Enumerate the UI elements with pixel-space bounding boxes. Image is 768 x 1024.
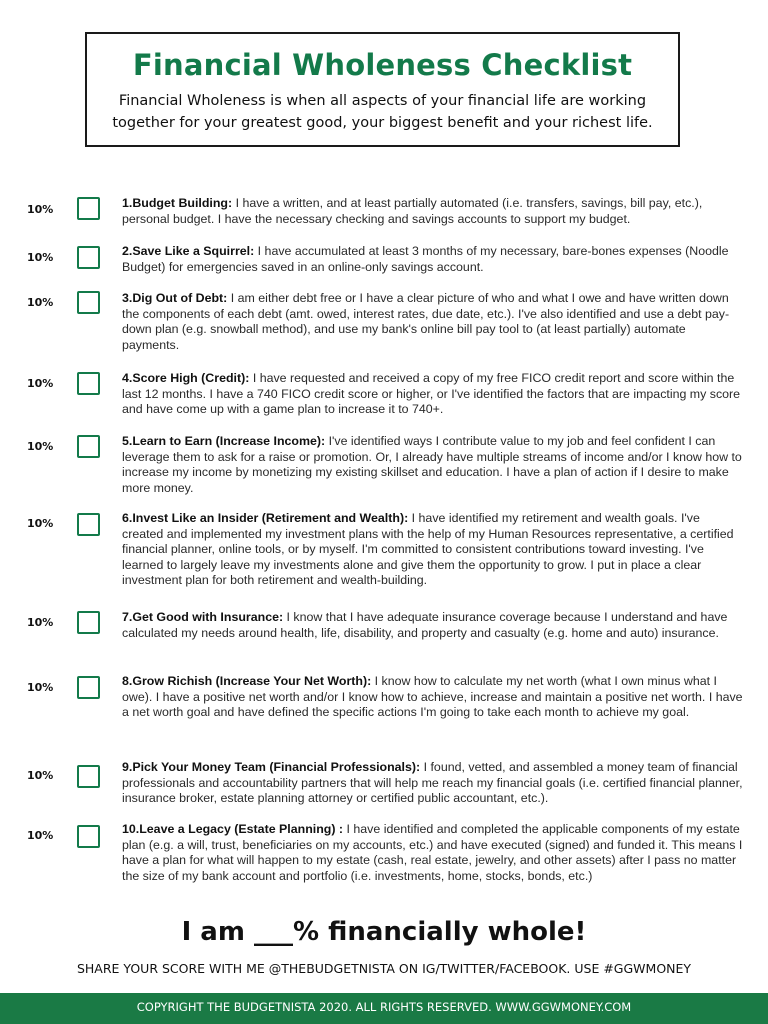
item-title: 1.Budget Building:	[122, 196, 233, 210]
checkbox[interactable]	[77, 611, 100, 634]
checkbox[interactable]	[77, 372, 100, 395]
item-percent: 10%	[27, 517, 54, 530]
item-percent: 10%	[27, 251, 54, 264]
item-text	[122, 511, 744, 589]
checkbox[interactable]	[77, 291, 100, 314]
checkbox[interactable]	[77, 197, 100, 220]
item-title: 4.Score High (Credit):	[122, 371, 250, 385]
item-text	[122, 371, 744, 418]
footer-copyright: COPYRIGHT THE BUDGETNISTA 2020. ALL RIGHTS RESERVED. WWW.GGWMONEY.COM	[0, 993, 768, 1024]
header-box	[85, 32, 680, 147]
item-text	[122, 610, 744, 641]
page-subtitle: Financial Wholeness is when all aspects of your financial life are working together for your greatest good, your biggest benefit and your richest life.	[112, 93, 653, 131]
item-percent: 10%	[27, 203, 54, 216]
item-text	[122, 244, 744, 275]
item-text	[122, 822, 744, 884]
item-description: I have identified my retirement and wealth goals. I've created and implemented my investment plans with the help of my Human Resources representative, a certified financial planner, online tools, or by myself. I'm committed to consistent contributions toward investing. I've learned to largely leave my investments alone and give them the opportunity to grow. I put in place a clear investment plan for both retirement and wealth-building.	[122, 511, 734, 587]
score-line: I am ___% financially whole!	[181, 917, 587, 947]
item-description: I've identified ways I contribute value to my job and feel confident I can leverage them to ask for a raise or promotion. Or, I already have multiple streams of income and/or I know how to increase my income by monetizing my existing skillset and education. I have a plan of action if I desire to make more money.	[122, 434, 742, 495]
item-text	[122, 434, 744, 496]
checkbox[interactable]	[77, 246, 100, 269]
item-description: I know how to calculate my net worth (what I own minus what I owe). I have a positive net worth and/or I know how to achieve, increase and maintain a positive net worth. I have a net worth goal and have defined the specific actions I'm going to take each month to achieve my goal.	[122, 674, 743, 719]
item-title: 6.Invest Like an Insider (Retirement and Wealth):	[122, 511, 409, 525]
item-percent: 10%	[27, 769, 54, 782]
checkbox[interactable]	[77, 676, 100, 699]
item-percent: 10%	[27, 681, 54, 694]
item-percent: 10%	[27, 296, 54, 309]
item-percent: 10%	[27, 377, 54, 390]
item-percent: 10%	[27, 616, 54, 629]
item-percent: 10%	[27, 440, 54, 453]
item-description: I have requested and received a copy of my free FICO credit report and score within the last 12 months. I have a 740 FICO credit score or higher, or I've identified the factors that are impacting my score and have come up with a game plan to increase it to 740+.	[122, 371, 741, 416]
item-title: 9.Pick Your Money Team (Financial Professionals):	[122, 760, 421, 774]
checkbox[interactable]	[77, 825, 100, 848]
item-text	[122, 760, 744, 807]
item-title: 10.Leave a Legacy (Estate Planning) :	[122, 822, 344, 836]
item-percent: 10%	[27, 829, 54, 842]
checkbox[interactable]	[77, 765, 100, 788]
checkbox[interactable]	[77, 513, 100, 536]
item-description: I am either debt free or I have a clear picture of who and what I owe and have written down the components of each debt (amt. owed, interest rates, due date, etc.). I've also identified and use a debt pay-down plan (e.g. snowball method), and use my bank's online bill pay tool to (at least partially) automate payments.	[122, 291, 730, 352]
item-title: 7.Get Good with Insurance:	[122, 610, 284, 624]
share-line: SHARE YOUR SCORE WITH ME @THEBUDGETNISTA ON IG/TWITTER/FACEBOOK. USE #GGWMONEY	[76, 961, 692, 976]
checkbox[interactable]	[77, 435, 100, 458]
item-text	[122, 674, 744, 721]
item-description: I found, vetted, and assembled a money team of financial professionals and accountability partners that will help me reach my financial goals (i.e. certified financial planner, insurance broker, estate planning attorney or certified public accountant, etc.).	[122, 760, 743, 805]
item-title: 8.Grow Richish (Increase Your Net Worth):	[122, 674, 372, 688]
item-description: I have identified and completed the applicable components of my estate plan (e.g. a will, trust, beneficiaries on my accounts, etc.) and have executed (signed) and funded it. This means I have a plan for what will happen to my estate (cash, real estate, jewelry, and other assets) after I pass no matter the size of my bank account and portfolio (i.e. investments, home, stocks, bonds, etc.)	[122, 822, 743, 883]
item-title: 2.Save Like a Squirrel:	[122, 244, 255, 258]
item-description: I have accumulated at least 3 months of my necessary, bare-bones expenses (Noodle Budget) for emergencies saved in an online-only savings account.	[122, 244, 729, 274]
item-text	[122, 196, 744, 227]
item-text	[122, 291, 744, 353]
item-title: 3.Dig Out of Debt:	[122, 291, 228, 305]
page-title: Financial Wholeness Checklist	[132, 48, 633, 82]
item-description: I have a written, and at least partially automated (i.e. transfers, savings, bill pay, etc.), personal budget. I have the necessary checking and savings accounts to support my budget.	[122, 196, 703, 226]
item-title: 5.Learn to Earn (Increase Income):	[122, 434, 326, 448]
item-description: I know that I have adequate insurance coverage because I understand and have calculated my needs around health, life, disability, and property and casualty (e.g. home and auto) insurance.	[122, 610, 728, 640]
